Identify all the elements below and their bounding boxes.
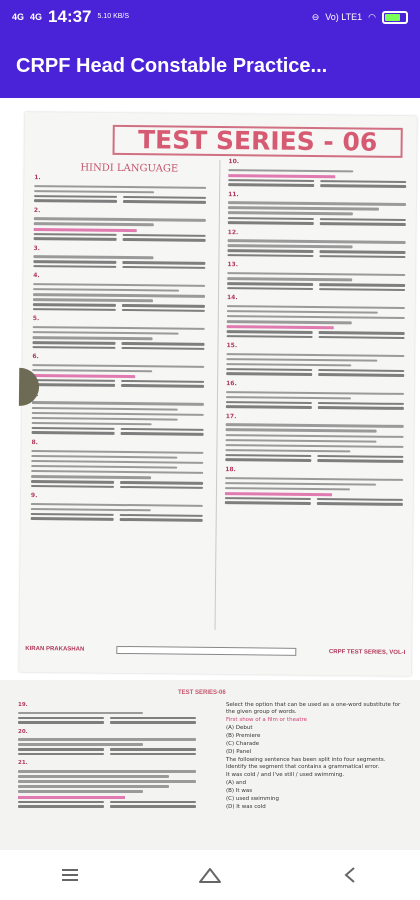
answer-option — [228, 221, 314, 224]
text-line — [33, 331, 179, 335]
answer-option — [120, 514, 203, 517]
text-line — [228, 212, 353, 216]
answer-option — [320, 184, 406, 187]
question-number: 11. — [228, 190, 239, 198]
answer-options — [227, 249, 405, 258]
answer-options — [32, 379, 204, 388]
question-number: 2. — [33, 206, 41, 214]
answer-options — [226, 401, 404, 410]
answer-option — [120, 481, 203, 484]
text-line — [226, 363, 351, 367]
question-block — [32, 315, 204, 350]
answer-option — [122, 266, 205, 269]
answer-option — [34, 233, 117, 236]
answer-option — [33, 260, 116, 263]
navigation-bar — [0, 850, 420, 900]
page2-text-line: (D) It was cold — [226, 804, 266, 810]
answer-option — [227, 335, 313, 338]
answer-option — [226, 368, 312, 371]
answer-option — [110, 801, 196, 804]
highlighted-text — [34, 228, 137, 232]
answer-options — [225, 454, 403, 463]
question-number: 17. — [225, 412, 237, 420]
page2-text-line: (A) and — [226, 780, 247, 786]
page2-header: TEST SERIES-06 — [178, 690, 226, 696]
answer-options — [33, 260, 205, 269]
answer-option — [317, 455, 403, 458]
answer-option — [31, 513, 114, 516]
text-line — [18, 790, 143, 793]
question-block — [227, 294, 405, 339]
highlighted-text — [32, 374, 135, 378]
question-number: 14. — [226, 294, 238, 302]
text-line — [31, 455, 177, 459]
answer-option — [228, 217, 314, 220]
text-line — [225, 482, 376, 486]
text-line — [227, 320, 352, 324]
answer-option — [33, 308, 116, 311]
text-line — [225, 487, 350, 491]
answer-option — [110, 717, 196, 720]
answer-option — [33, 341, 116, 344]
answer-option — [318, 369, 404, 372]
answer-options — [226, 368, 404, 377]
answer-options — [228, 217, 406, 226]
answer-option — [318, 374, 404, 377]
answer-option — [227, 287, 313, 290]
answer-options — [225, 497, 403, 506]
app-title: CRPF Head Constable Practice... — [16, 54, 328, 77]
text-line — [33, 326, 205, 330]
text-line — [18, 738, 196, 741]
app-bar — [0, 34, 420, 98]
answer-options — [31, 513, 203, 522]
section-title: HINDI LANGUAGE — [80, 162, 179, 175]
answer-option — [121, 428, 204, 431]
highlighted-text — [225, 492, 332, 496]
answer-options — [31, 480, 203, 489]
answer-option — [320, 222, 406, 225]
answer-option — [32, 427, 115, 430]
question-number: 4. — [33, 272, 40, 280]
text-line — [31, 475, 151, 479]
text-line — [228, 206, 379, 210]
text-line — [33, 293, 205, 297]
answer-option — [34, 195, 117, 198]
question-number: 9. — [30, 492, 38, 500]
question-block — [228, 158, 406, 188]
answer-option — [320, 218, 406, 221]
home-icon — [197, 866, 223, 884]
answer-options — [18, 717, 196, 724]
text-line — [32, 407, 178, 411]
highlighted-text — [228, 174, 335, 178]
answer-option — [225, 497, 311, 500]
text-line — [226, 434, 404, 438]
text-line — [227, 305, 405, 309]
battery-fill — [385, 14, 400, 21]
answer-option — [123, 238, 206, 241]
answer-option — [34, 237, 117, 240]
signal-icon-2: 4G — [30, 12, 43, 22]
question-number: 19. — [18, 702, 28, 708]
question-block — [226, 342, 404, 377]
status-left — [12, 7, 129, 27]
answer-option — [319, 250, 405, 253]
answer-options — [33, 303, 205, 312]
publisher-name: KIRAN PRAKASHAN — [25, 645, 85, 653]
answer-option — [225, 458, 311, 461]
page2-text-line: First show of a film or theatre — [226, 717, 308, 723]
home-button[interactable] — [190, 857, 230, 893]
question-number: 5. — [32, 315, 40, 323]
wifi-icon: ◠ — [368, 11, 376, 22]
right-question-column — [225, 158, 407, 511]
text-line — [18, 785, 169, 788]
highlighted-text — [227, 325, 334, 329]
answer-option — [317, 502, 403, 505]
answer-option — [121, 432, 204, 435]
answer-option — [318, 402, 404, 405]
question-block — [34, 207, 206, 242]
text-line — [228, 244, 353, 248]
text-line — [18, 743, 143, 746]
question-number: 3. — [33, 244, 41, 252]
series-volume: CRPF TEST SERIES, VOL-I — [328, 649, 406, 656]
answer-option — [225, 501, 311, 504]
answer-options — [34, 233, 206, 242]
page2-right-column — [226, 702, 406, 812]
text-line — [32, 422, 152, 426]
text-line — [34, 217, 206, 221]
text-line — [226, 358, 377, 362]
text-line — [228, 201, 406, 205]
page-footer — [19, 642, 411, 660]
question-block — [227, 261, 405, 291]
answer-option — [123, 196, 206, 199]
answer-option — [33, 265, 116, 268]
battery-icon — [382, 11, 408, 24]
text-line — [18, 775, 169, 778]
answer-options — [227, 282, 405, 291]
question-block — [18, 702, 196, 724]
page2-text-line: (B) It was — [226, 788, 253, 794]
answer-option — [120, 486, 203, 489]
text-line — [225, 477, 403, 481]
text-line — [227, 310, 378, 314]
test-series-header: TEST SERIES - 06 — [112, 125, 402, 158]
text-line — [32, 369, 152, 373]
question-number: 8. — [31, 438, 38, 447]
question-block — [227, 229, 405, 259]
back-icon — [343, 866, 357, 884]
answer-option — [318, 406, 404, 409]
page2-left-column — [18, 702, 196, 813]
page2-text-line: Select the option that can be used as a one-word substitute for the given group of words. — [226, 702, 401, 715]
answer-option — [225, 454, 311, 457]
answer-option — [317, 459, 403, 462]
answer-option — [319, 336, 405, 339]
column-divider — [215, 160, 221, 630]
answer-option — [18, 748, 104, 751]
answer-option — [226, 401, 312, 404]
page2-text-line: It was cold / and I've still / used swimming. — [226, 772, 345, 778]
text-line — [226, 353, 404, 357]
answer-options — [34, 195, 206, 204]
clock: 14:37 — [48, 7, 92, 26]
answer-option — [110, 748, 196, 751]
question-block — [33, 272, 205, 312]
status-bar — [0, 0, 420, 34]
answer-option — [227, 249, 313, 252]
answer-option — [227, 330, 313, 333]
answer-option — [32, 346, 115, 349]
text-line — [226, 423, 404, 427]
text-line — [32, 412, 204, 416]
page2-text-line: (C) used swimming — [226, 796, 279, 802]
question-block — [18, 760, 196, 807]
text-line — [226, 396, 351, 400]
question-number: 13. — [227, 261, 239, 269]
text-line — [31, 460, 203, 464]
question-number: 12. — [227, 228, 239, 236]
text-line — [31, 450, 203, 454]
text-line — [33, 336, 153, 340]
answer-option — [226, 405, 312, 408]
answer-option — [121, 380, 204, 383]
text-line — [31, 470, 203, 474]
page2-text-line: The following sentence has been split into four segments. Identify the segment that contains a grammatical error. — [226, 757, 386, 770]
answer-option — [18, 717, 104, 720]
signal-icon: 4G — [12, 12, 25, 22]
text-line — [32, 417, 178, 421]
answer-options — [18, 748, 196, 755]
text-line — [228, 239, 406, 243]
answer-option — [227, 282, 313, 285]
text-line — [33, 288, 179, 292]
question-number: 20. — [18, 728, 28, 735]
answer-option — [31, 485, 114, 488]
question-block — [31, 492, 203, 522]
answer-options — [32, 341, 204, 350]
volte-indicator: Vo) LTE1 — [325, 12, 363, 22]
answer-option — [32, 383, 115, 386]
text-line — [225, 444, 403, 448]
answer-option — [110, 753, 196, 756]
answer-option — [317, 498, 403, 501]
text-line — [32, 402, 204, 406]
text-line — [34, 190, 154, 194]
answer-option — [110, 805, 196, 808]
answer-option — [319, 255, 405, 258]
answer-option — [319, 283, 405, 286]
question-number: 6. — [32, 353, 39, 361]
text-line — [31, 465, 177, 469]
answer-option — [123, 200, 206, 203]
text-line — [228, 169, 353, 173]
text-line — [31, 503, 203, 507]
answer-option — [228, 179, 314, 182]
page2-text-line: (B) Premiere — [226, 733, 261, 739]
answer-option — [33, 303, 116, 306]
question-number: 15. — [226, 342, 238, 350]
answer-option — [31, 480, 114, 483]
question-block — [31, 439, 203, 489]
answer-option — [32, 379, 115, 382]
answer-option — [18, 721, 104, 724]
text-line — [32, 364, 204, 368]
question-number: 21. — [18, 760, 28, 767]
answer-option — [121, 347, 204, 350]
text-line — [34, 223, 154, 227]
answer-option — [122, 342, 205, 345]
answer-option — [18, 753, 104, 756]
question-number: 16. — [226, 380, 237, 388]
back-button[interactable] — [330, 857, 370, 893]
question-number: 1. — [34, 174, 41, 182]
text-line — [227, 272, 405, 276]
recent-apps-button[interactable] — [50, 857, 90, 893]
footer-banner — [117, 646, 297, 656]
document-page-1[interactable] — [19, 112, 417, 676]
question-block — [225, 413, 403, 463]
answer-options — [18, 801, 196, 808]
answer-option — [319, 331, 405, 334]
network-speed: 5.10 KB/S — [97, 13, 130, 20]
text-line — [33, 283, 205, 287]
answer-option — [32, 431, 115, 434]
highlighted-text — [18, 796, 125, 799]
answer-option — [121, 384, 204, 387]
question-block — [226, 380, 404, 410]
left-question-column — [31, 174, 207, 527]
text-line — [18, 770, 196, 773]
alarm-icon: ⊖ — [311, 11, 320, 22]
text-line — [226, 439, 377, 443]
page2-text-line: (C) Charade — [226, 741, 260, 747]
text-line — [18, 712, 143, 715]
question-block — [225, 466, 403, 506]
page2-text-line: (D) Panel — [226, 749, 252, 755]
question-block — [33, 245, 205, 269]
answer-option — [123, 234, 206, 237]
question-number: 18. — [225, 465, 236, 474]
text-line — [226, 429, 377, 433]
status-right — [312, 11, 408, 24]
question-block — [228, 191, 406, 226]
text-line — [227, 277, 352, 281]
question-block — [34, 174, 206, 204]
answer-options — [228, 179, 406, 188]
answer-options — [32, 427, 204, 436]
document-page-2[interactable] — [0, 680, 420, 850]
answer-option — [319, 288, 405, 291]
page2-text-line: (A) Debut — [226, 725, 253, 731]
answer-option — [120, 518, 203, 521]
question-block — [18, 729, 196, 756]
answer-option — [31, 517, 114, 520]
answer-option — [226, 373, 312, 376]
text-line — [31, 508, 151, 512]
text-line — [33, 255, 153, 259]
answer-option — [34, 199, 117, 202]
question-number: 10. — [228, 158, 240, 166]
text-line — [33, 298, 153, 302]
question-block — [32, 353, 204, 388]
text-line — [227, 315, 405, 319]
answer-option — [18, 801, 104, 804]
question-block — [32, 391, 204, 436]
text-line — [226, 391, 404, 395]
answer-option — [110, 721, 196, 724]
text-line — [225, 449, 350, 453]
answer-option — [227, 254, 313, 257]
answer-option — [228, 183, 314, 186]
answer-option — [122, 261, 205, 264]
answer-option — [320, 180, 406, 183]
answer-option — [18, 805, 104, 808]
text-line — [34, 185, 206, 189]
answer-option — [122, 304, 205, 307]
answer-options — [227, 330, 405, 339]
answer-option — [122, 309, 205, 312]
text-line — [18, 780, 196, 783]
recent-apps-icon — [60, 867, 80, 883]
document-viewer[interactable] — [0, 98, 420, 850]
